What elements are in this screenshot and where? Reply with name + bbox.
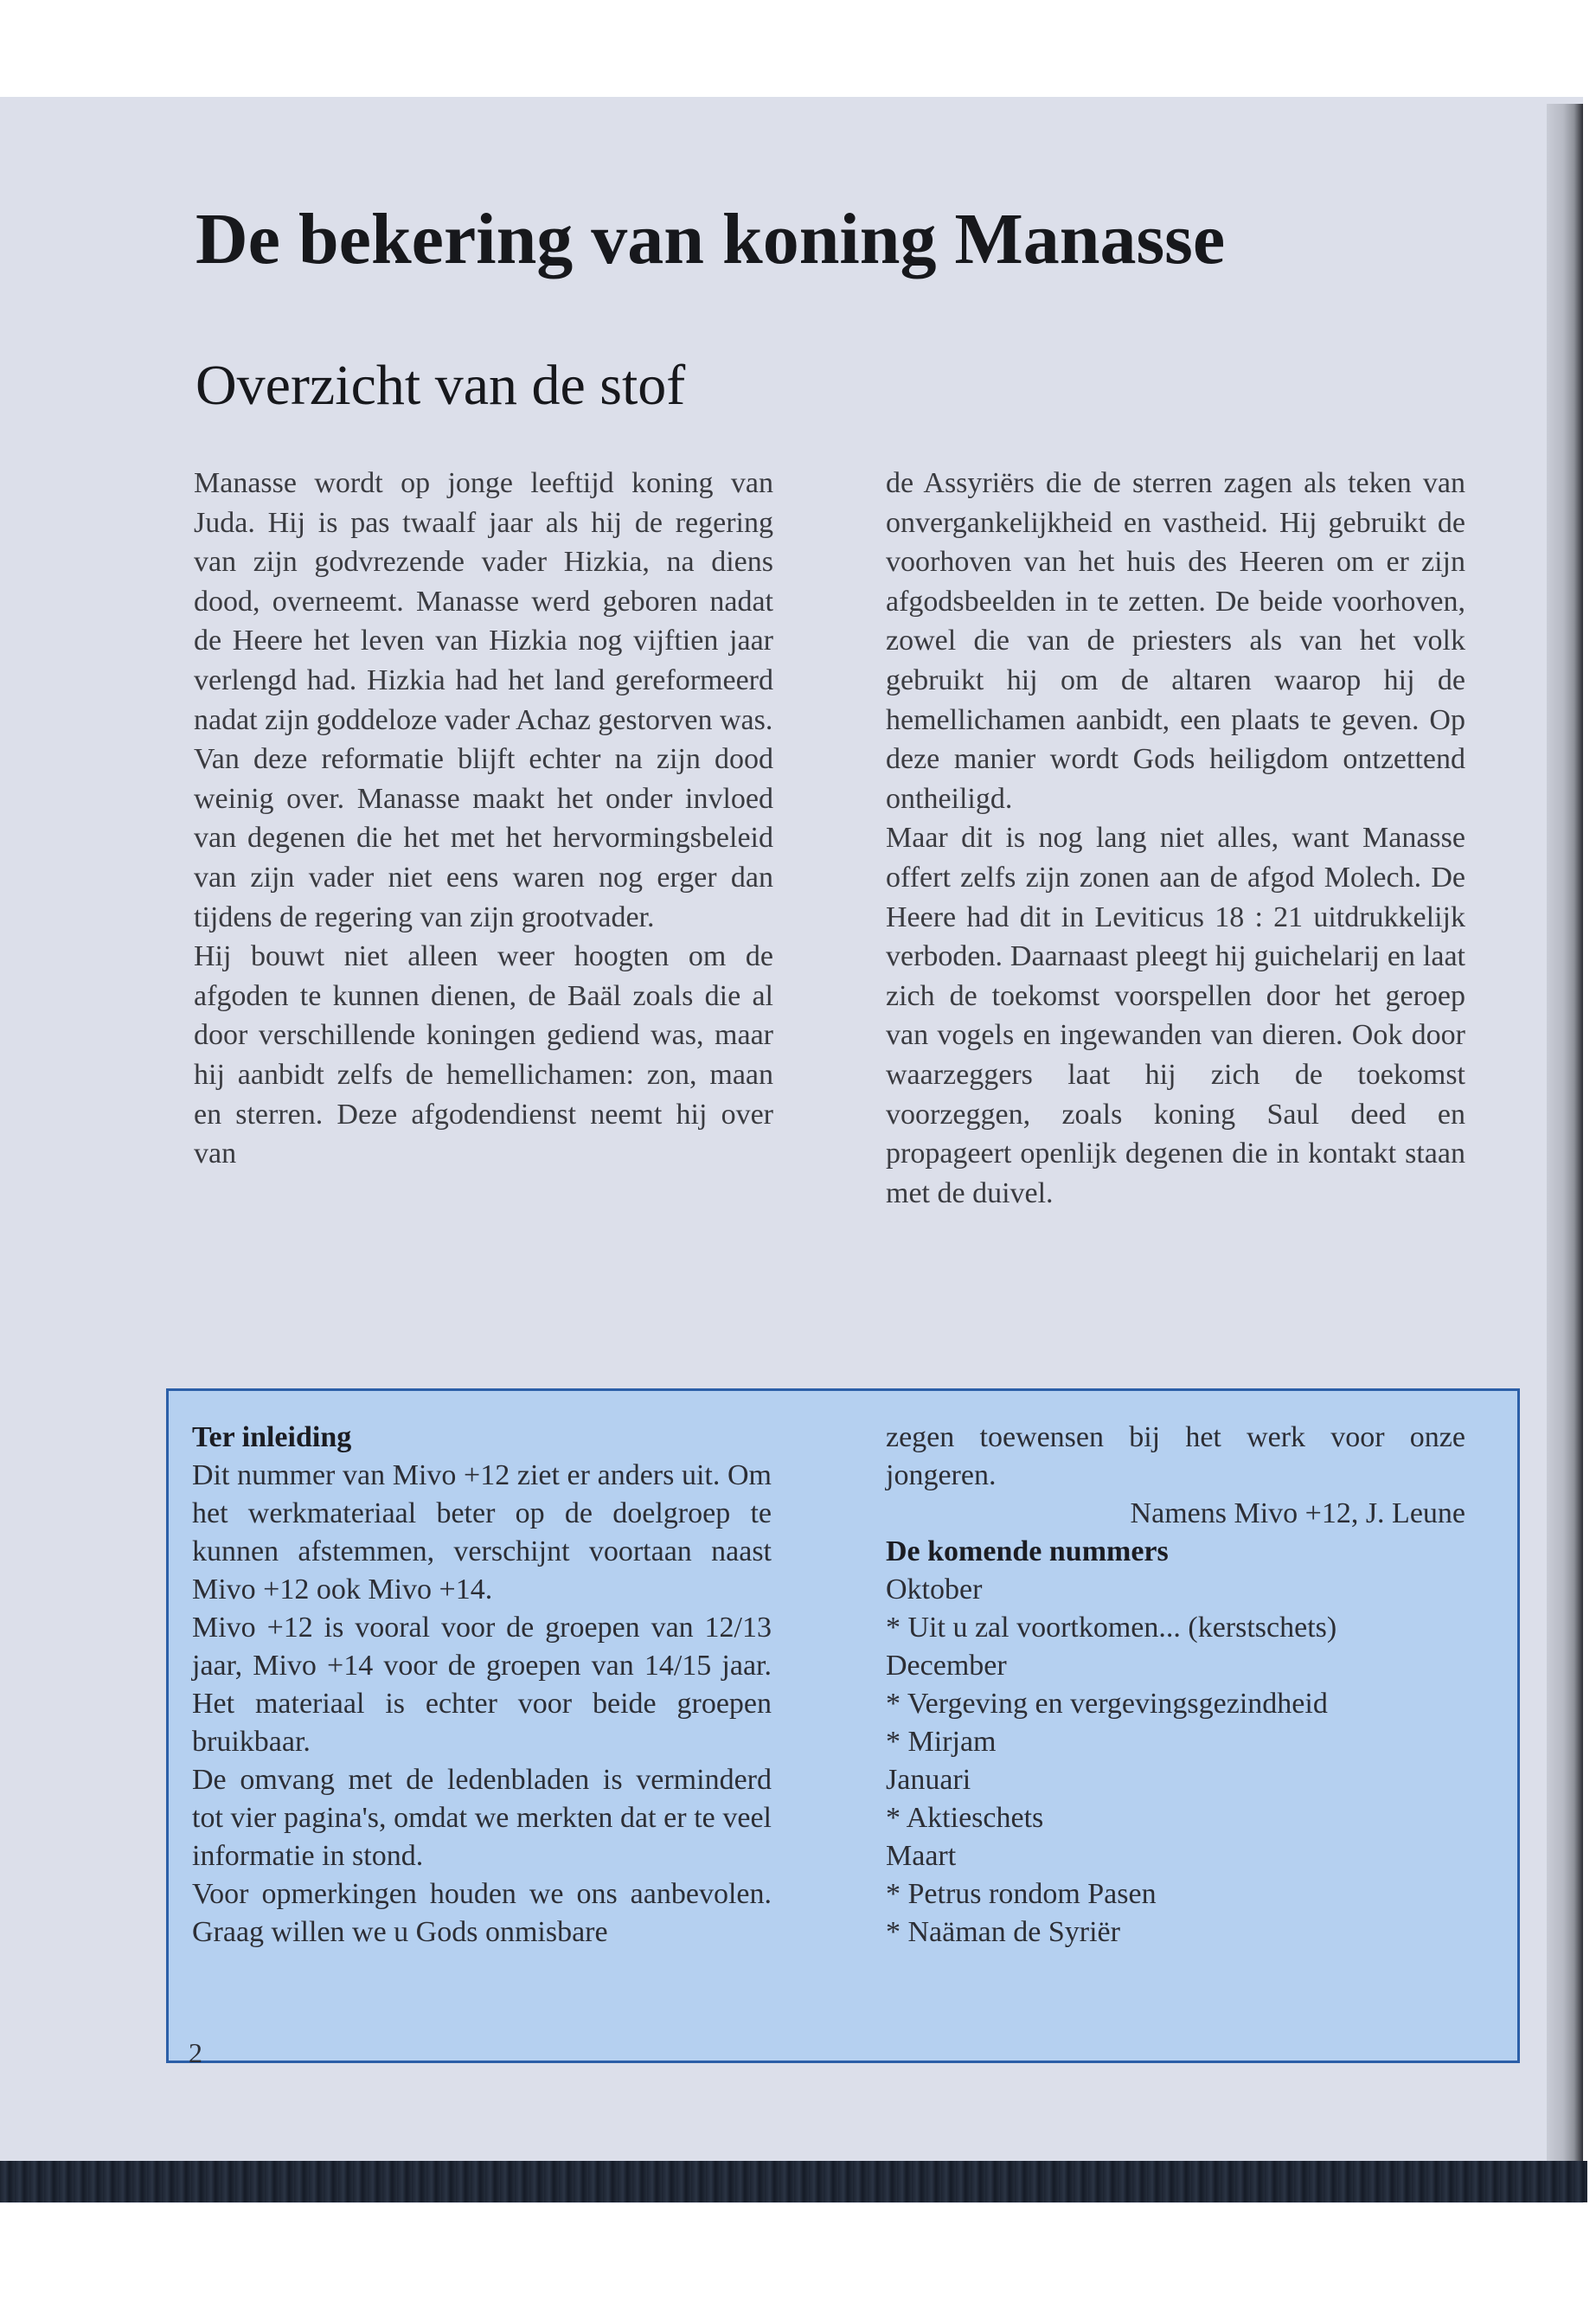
- page-number: 2: [189, 2037, 202, 2068]
- article-column-left: [194, 464, 773, 1174]
- upcoming-item: * Naäman de Syriër: [886, 1916, 1120, 1948]
- article-column-right: [886, 464, 1465, 1213]
- article-paragraph: de Assyriërs die de sterren zagen als teken van onvergankelijkheid en vastheid. Hij gebruikt de voorhoven van het huis des Heeren om er zijn afgodsbeelden in te zetten. De beide voorhoven, zowel die van de priesters als van het volk gebruikt hij om de altaren waarop hij de hemellichamen aanbidt, een plaats te geven. Op deze manier wordt Gods heiligdom ontzettend ontheiligd.: [886, 467, 1465, 815]
- intro-paragraph: Voor opmerkingen houden we ons aanbevolen. Graag willen we u Gods onmisbare: [192, 1878, 772, 1948]
- intro-paragraph: Dit nummer van Mivo +12 ziet er anders uit. Om het werkmateriaal beter op de doelgroep te kunnen afstemmen, verschijnt voortaan naast Mivo +12 ook Mivo +14.: [192, 1459, 772, 1606]
- upcoming-month: December: [886, 1650, 1007, 1682]
- upcoming-month: Januari: [886, 1764, 971, 1796]
- upcoming-month: Maart: [886, 1840, 957, 1872]
- inset-column-left: [192, 1419, 772, 1952]
- upcoming-item: * Petrus rondom Pasen: [886, 1878, 1157, 1910]
- article-paragraph: Manasse wordt op jonge leeftijd koning van Juda. Hij is pas twaalf jaar als hij de regering van zijn godvrezende vader Hizkia, na diens dood, overneemt. Manasse werd geboren nadat de Heere het leven van Hizkia nog vijftien jaar verlengd had. Hizkia had het land gereformeerd nadat zijn goddeloze vader Achaz gestorven was.: [194, 467, 773, 736]
- upcoming-item: * Aktieschets: [886, 1802, 1044, 1834]
- intro-heading: Ter inleiding: [192, 1421, 352, 1453]
- signature: Namens Mivo +12, J. Leune: [1130, 1497, 1465, 1529]
- upcoming-item: * Vergeving en vergevingsgezindheid: [886, 1688, 1328, 1720]
- upcoming-month: Oktober: [886, 1574, 983, 1606]
- article-paragraph: Hij bouwt niet alleen weer hoogten om de afgoden te kunnen dienen, de Baäl zoals die al door verschillende koningen gediend was, maar hij aanbidt zelfs de hemellichamen: zon, maan en sterren. Deze afgodendienst neemt hij over van: [194, 940, 773, 1170]
- intro-paragraph: De omvang met de ledenbladen is verminderd tot vier pagina's, omdat we merkten dat er te veel informatie in stond.: [192, 1764, 772, 1872]
- inset-column-right: [886, 1419, 1465, 1952]
- upcoming-item: * Mirjam: [886, 1726, 997, 1758]
- section-subtitle: Overzicht van de stof: [195, 354, 686, 417]
- intro-continuation: zegen toewensen bij het werk voor onze jongeren.: [886, 1421, 1465, 1491]
- upcoming-item: * Uit u zal voortkomen... (kerstschets): [886, 1612, 1337, 1644]
- intro-paragraph: Mivo +12 is vooral voor de groepen van 12/13 jaar, Mivo +14 voor de groepen van 14/15 jaar. Het materiaal is echter voor beide groepen bruikbaar.: [192, 1612, 772, 1758]
- article-paragraph: Van deze reformatie blijft echter na zijn dood weinig over. Manasse maakt het onder invloed van degenen die het met het hervormingsbeleid van zijn vader niet eens waren nog erger dan tijdens de regering van zijn grootvader.: [194, 743, 773, 933]
- binding-spine: [1547, 104, 1583, 2202]
- upcoming-heading: De komende nummers: [886, 1535, 1169, 1567]
- article-paragraph: Maar dit is nog lang niet alles, want Manasse offert zelfs zijn zonen aan de afgod Molech. De Heere had dit in Leviticus 18 : 21 uitdrukkelijk verboden. Daarnaast pleegt hij guichelarij en laat zich de toekomst voorspellen door het geroep van vogels en ingewanden van dieren. Ook door waarzeggers laat hij zich de toekomst voorzeggen, zoals koning Saul deed en propageert openlijk degenen die in kontakt staan met de duivel.: [886, 822, 1465, 1209]
- binding-edge: [0, 2161, 1587, 2202]
- page-title: De bekering van koning Manasse: [195, 199, 1226, 279]
